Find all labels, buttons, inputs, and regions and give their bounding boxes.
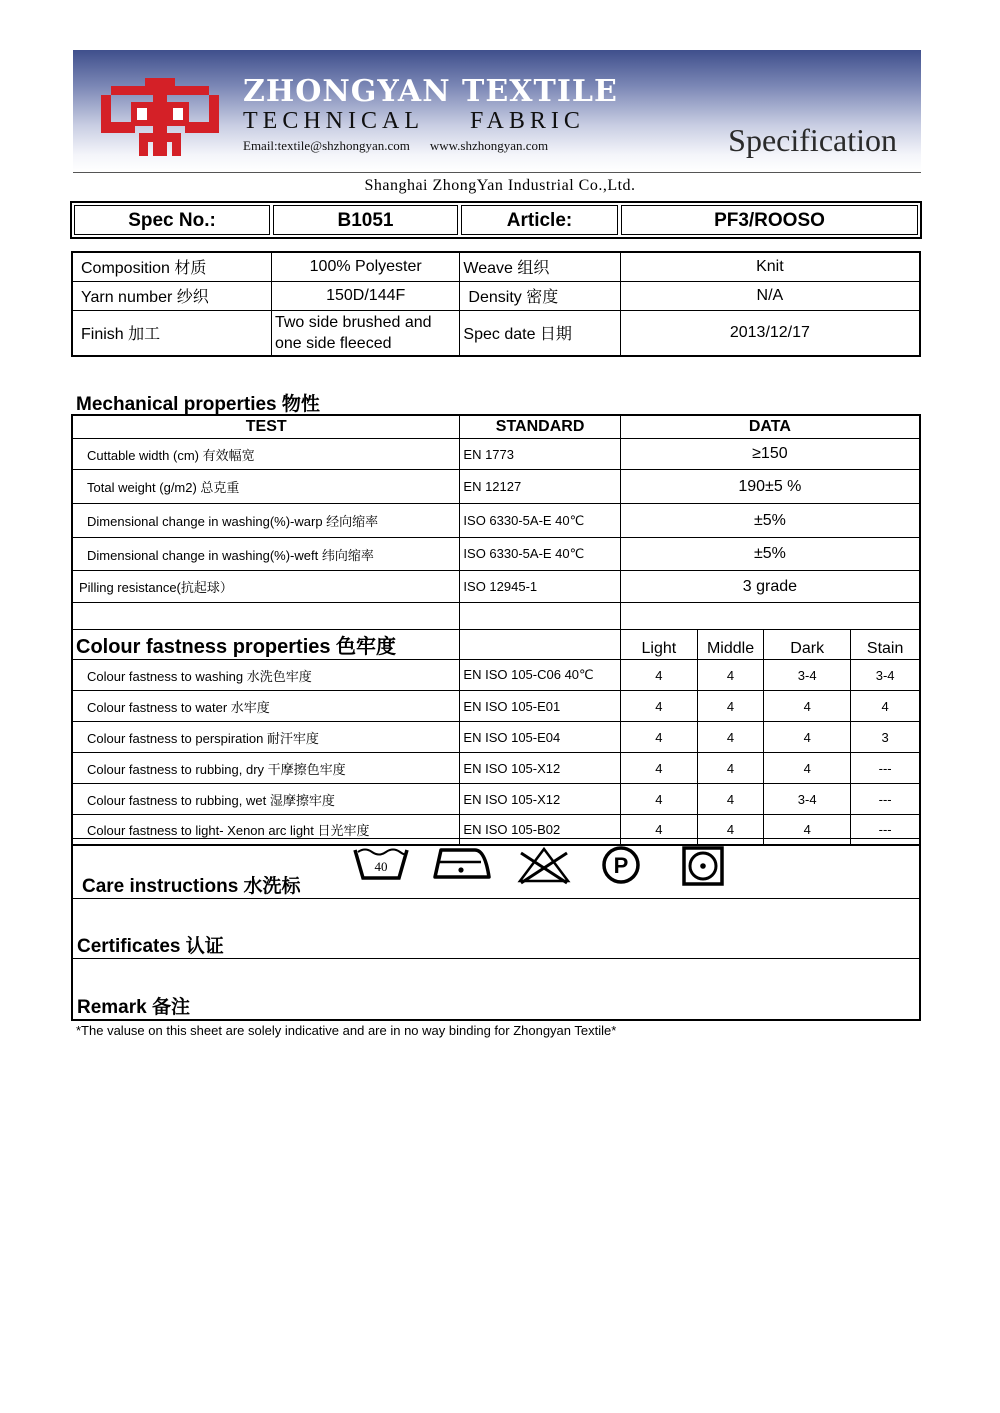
test-standard: EN ISO 105-B02 — [460, 815, 620, 845]
density-label: Density 密度 — [460, 281, 620, 310]
middle-value: 4 — [697, 722, 763, 753]
table-row — [72, 504, 920, 538]
certificates-row — [73, 899, 919, 959]
stain-value: 3-4 — [851, 660, 920, 691]
test-name: Colour fastness to light- Xenon arc light 日光牢度 — [72, 815, 460, 845]
empty-row — [72, 603, 920, 630]
empty-cell — [460, 603, 620, 630]
test-standard: EN ISO 105-X12 — [460, 784, 620, 815]
table-row — [72, 722, 920, 753]
test-standard: EN ISO 105-X12 — [460, 753, 620, 784]
yarn-number-value: 150D/144F — [271, 281, 459, 310]
test-standard: ISO 6330-5A-E 40℃ — [460, 504, 620, 538]
stain-column-header: Stain — [851, 630, 920, 660]
header-banner — [73, 50, 921, 172]
brand-title: ZHONGYAN TEXTILE — [243, 74, 618, 109]
middle-value: 4 — [697, 660, 763, 691]
stain-value: 4 — [851, 691, 920, 722]
brand-contact — [243, 138, 548, 154]
remark-row — [73, 959, 919, 1020]
dark-value: 4 — [764, 691, 851, 722]
test-standard: EN 1773 — [460, 439, 620, 470]
test-name: Total weight (g/m2) 总克重 — [72, 470, 460, 504]
fabric-info-table — [71, 251, 921, 357]
light-value: 4 — [620, 753, 697, 784]
remark-label: Remark 备注 — [77, 997, 190, 1018]
svg-text:P: P — [613, 853, 629, 878]
light-value: 4 — [620, 815, 697, 845]
tumble-dry-low-icon — [681, 845, 725, 887]
care-instructions-row — [73, 839, 919, 899]
dark-value: 4 — [764, 753, 851, 784]
table-row — [72, 571, 920, 603]
test-column-header: TEST — [72, 415, 460, 439]
middle-value: 4 — [697, 691, 763, 722]
properties-header-row — [72, 415, 920, 439]
density-value: N/A — [620, 281, 920, 310]
table-row — [72, 753, 920, 784]
mechanical-properties-title: Mechanical properties 物性 — [76, 394, 320, 415]
brand-subtitle-technical: TECHNICAL — [243, 108, 424, 134]
finish-label: Finish 加工 — [72, 310, 271, 356]
certificates-label: Certificates 认证 — [77, 936, 224, 957]
standard-column-header: STANDARD — [460, 415, 620, 439]
table-row — [72, 691, 920, 722]
empty-cell — [460, 630, 620, 660]
finish-value-line-1: Two side brushed and — [274, 313, 432, 331]
spec-date-label: Spec date 日期 — [460, 310, 620, 356]
light-value: 4 — [620, 660, 697, 691]
finish-value — [271, 310, 459, 356]
no-bleach-icon — [517, 845, 571, 885]
table-row — [72, 538, 920, 571]
empty-cell — [72, 603, 460, 630]
table-row — [72, 439, 920, 470]
care-instructions-label: Care instructions 水洗标 — [82, 876, 301, 897]
brand-subtitle-fabric: FABRIC — [469, 108, 585, 134]
disclaimer-note: *The valuse on this sheet are solely indicative and are in no way binding for Zhongyan Textile* — [76, 1023, 617, 1038]
header-divider — [73, 172, 921, 173]
brand-subtitle — [243, 108, 585, 135]
test-data: ±5% — [620, 538, 920, 571]
info-row — [72, 252, 920, 281]
light-value: 4 — [620, 784, 697, 815]
test-name: Colour fastness to water 水牢度 — [72, 691, 460, 722]
test-data: 190±5 % — [620, 470, 920, 504]
test-name: Dimensional change in washing(%)-weft 纬向缩率 — [72, 538, 460, 571]
spec-no-label: Spec No.: — [74, 205, 270, 235]
table-row — [72, 470, 920, 504]
finish-value-line-2: one side fleeced — [274, 334, 392, 352]
composition-label: Composition 材质 — [72, 252, 271, 281]
colour-fastness-title: Colour fastness properties 色牢度 — [72, 630, 460, 660]
test-data: 3 grade — [620, 571, 920, 603]
wash-temperature: 40 — [374, 859, 388, 874]
weave-value: Knit — [620, 252, 920, 281]
table-row — [72, 660, 920, 691]
test-standard: EN 12127 — [460, 470, 620, 504]
spec-bar — [70, 201, 922, 239]
dark-value: 3-4 — [764, 660, 851, 691]
test-standard: EN ISO 105-E01 — [460, 691, 620, 722]
stain-value: --- — [851, 753, 920, 784]
wash-40-icon — [353, 845, 409, 881]
test-standard: ISO 6330-5A-E 40℃ — [460, 538, 620, 571]
light-value: 4 — [620, 691, 697, 722]
middle-value: 4 — [697, 753, 763, 784]
light-value: 4 — [620, 722, 697, 753]
stain-value: 3 — [851, 722, 920, 753]
middle-value: 4 — [697, 815, 763, 845]
test-name: Pilling resistance(抗起球） — [72, 571, 460, 603]
care-symbols — [353, 845, 733, 887]
middle-value: 4 — [697, 784, 763, 815]
document-type: Specification — [728, 122, 897, 158]
composition-value: 100% Polyester — [271, 252, 459, 281]
info-row — [72, 281, 920, 310]
middle-column-header: Middle — [697, 630, 763, 660]
dry-clean-p-icon — [600, 845, 642, 885]
company-name: Shanghai ZhongYan Industrial Co.,Ltd. — [364, 177, 636, 194]
test-name: Cuttable width (cm) 有效幅宽 — [72, 439, 460, 470]
test-standard: EN ISO 105-C06 40℃ — [460, 660, 620, 691]
data-column-header: DATA — [620, 415, 920, 439]
dark-value: 3-4 — [764, 784, 851, 815]
stain-value: --- — [851, 784, 920, 815]
test-name: Colour fastness to perspiration 耐汗牢度 — [72, 722, 460, 753]
test-name: Colour fastness to washing 水洗色牢度 — [72, 660, 460, 691]
colour-fastness-header-row — [72, 630, 920, 660]
yarn-number-label: Yarn number 纱织 — [72, 281, 271, 310]
test-name: Colour fastness to rubbing, dry 干摩擦色牢度 — [72, 753, 460, 784]
article-value: PF3/ROOSO — [621, 205, 918, 235]
stain-value: --- — [851, 815, 920, 845]
iron-low-icon — [433, 845, 491, 881]
contact-website[interactable]: www.shzhongyan.com — [429, 138, 549, 153]
zhongyan-logo — [101, 78, 219, 156]
dark-column-header: Dark — [764, 630, 851, 660]
dark-value: 4 — [764, 815, 851, 845]
test-data: ±5% — [620, 504, 920, 538]
test-name: Dimensional change in washing(%)-warp 经向缩率 — [72, 504, 460, 538]
care-certificates-remark-box — [71, 838, 921, 1021]
properties-table — [71, 414, 921, 846]
test-data: ≥150 — [620, 439, 920, 470]
light-column-header: Light — [620, 630, 697, 660]
spec-no-value: B1051 — [273, 205, 458, 235]
table-row — [72, 784, 920, 815]
spec-date-value: 2013/12/17 — [620, 310, 920, 356]
test-standard: ISO 12945-1 — [460, 571, 620, 603]
article-label: Article: — [461, 205, 618, 235]
dark-value: 4 — [764, 722, 851, 753]
test-name: Colour fastness to rubbing, wet 湿摩擦牢度 — [72, 784, 460, 815]
contact-email[interactable]: Email:textile@shzhongyan.com — [243, 138, 410, 153]
weave-label: Weave 组织 — [460, 252, 620, 281]
info-row — [72, 310, 920, 356]
test-standard: EN ISO 105-E04 — [460, 722, 620, 753]
empty-cell — [620, 603, 920, 630]
